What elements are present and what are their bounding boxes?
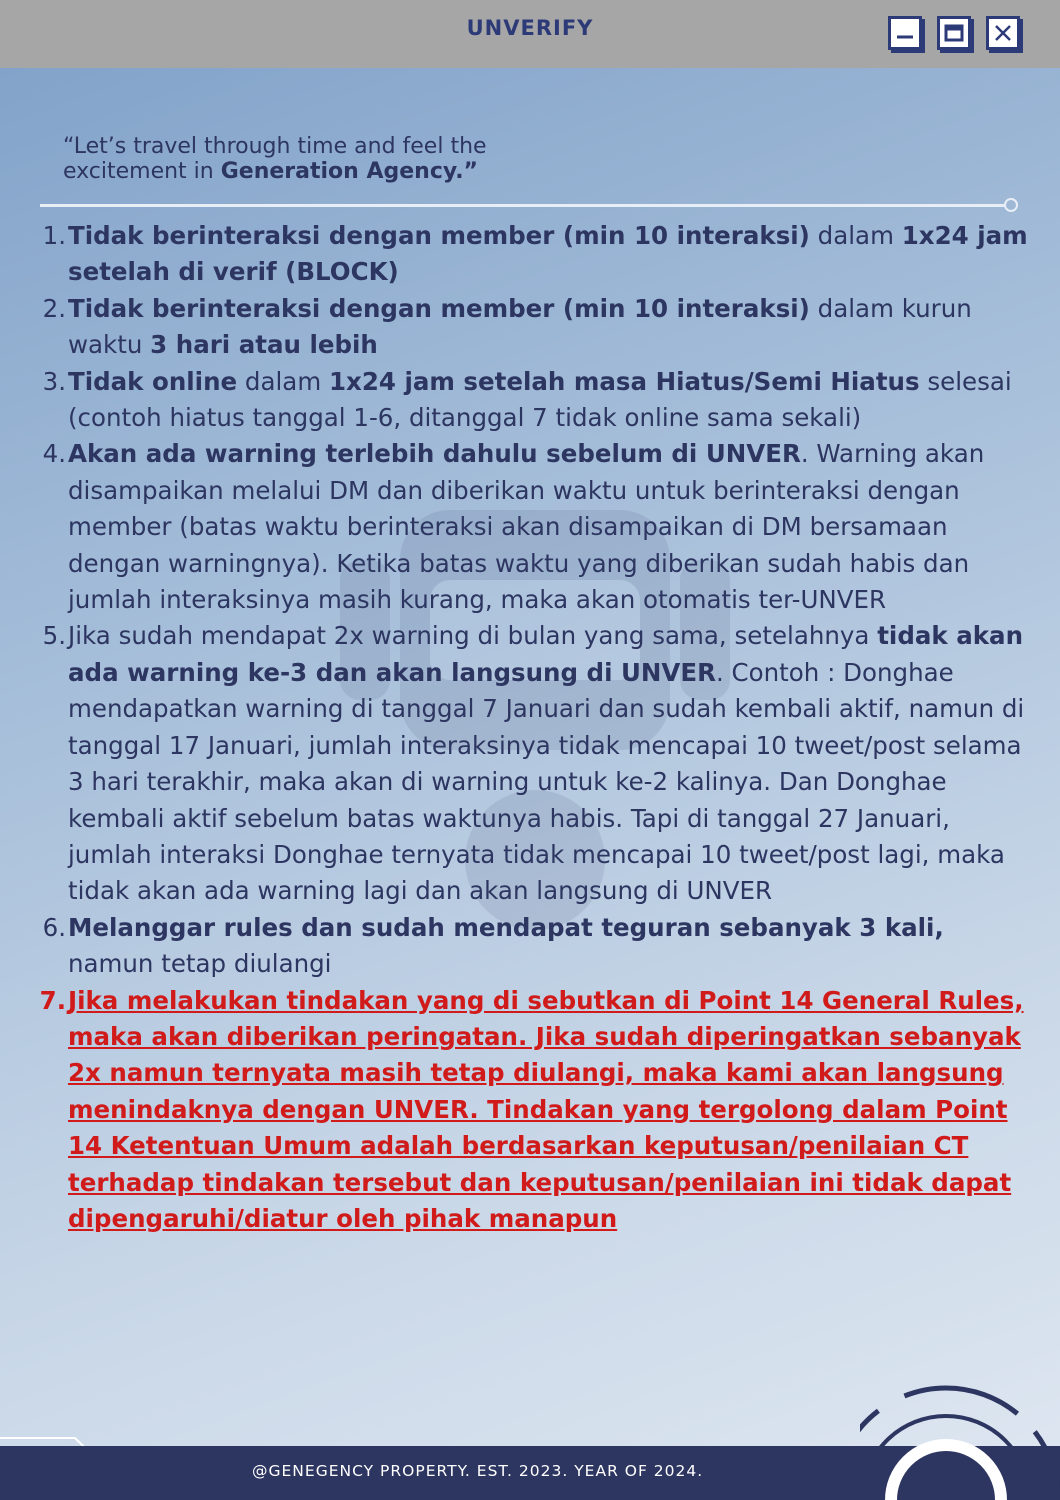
quote-line-2	[63, 159, 487, 184]
maximize-button[interactable]	[937, 16, 971, 50]
rule-item-4	[0, 436, 1060, 618]
rule-item-1	[0, 218, 1060, 291]
ring-decoration	[860, 1375, 1060, 1500]
rule-text: . Warning akan disampaikan melalui DM dan diberikan waktu untuk berinteraksi dengan member (batas waktu berinteraksi akan disampaikan di DM bersamaan dengan warningnya). Ketika batas waktu yang diberikan sudah habis dan jumlah interaksinya masih kurang, maka akan otomatis ter-UNVER	[68, 439, 985, 615]
rule-bold: 1x24 jam setelah masa Hiatus/Semi Hiatus	[328, 366, 920, 396]
divider-line	[40, 204, 1006, 207]
rule-item-7	[0, 983, 1060, 1238]
rule-text: selesai (contoh hiatus tanggal 1-6, ditanggal 7 tidak online sama sekali)	[68, 366, 1012, 433]
rule-bold: Akan ada warning terlebih dahulu sebelum di UNVER	[68, 439, 801, 469]
rule-number: 7.	[39, 985, 66, 1015]
rule-text: dalam	[809, 221, 902, 250]
rule-bold: 1x24 jam setelah di verif (BLOCK)	[68, 221, 1028, 287]
close-icon	[989, 19, 1017, 47]
rule-item-2	[0, 291, 1060, 364]
rule-number: 2.	[42, 293, 66, 323]
rule-text-warning: Jika melakukan tindakan yang di sebutkan di Point 14 General Rules, maka akan diberikan peringatan. Jika sudah diperingatkan sebanyak 2x namun ternyata masih tetap diulangi, maka kami akan langsung menindaknya dengan UNVER. Tindakan yang tergolong dalam Point 14 Ketentuan Umum adalah berdasarkan keputusan/penilaian CT terhadap tindakan tersebut dan keputusan/penilaian ini tidak dapat dipengaruhi/diatur oleh pihak manapun	[68, 985, 1024, 1233]
rules-list	[0, 218, 1060, 1237]
rule-text: Jika sudah mendapat 2x warning di bulan yang sama, setelahnya	[68, 621, 878, 651]
divider-dot-icon	[1004, 198, 1018, 212]
ring-inner	[891, 1445, 1001, 1500]
minimize-button[interactable]	[888, 16, 922, 50]
rule-item-6	[0, 910, 1060, 983]
quote-line-1: “Let’s travel through time and feel the	[63, 134, 487, 159]
rule-text: dalam kurun waktu	[68, 293, 972, 360]
rule-number: 6.	[42, 912, 66, 942]
rule-text: . Contoh : Donghae mendapatkan warning di tanggal 7 Januari dan sudah kembali aktif, namun di tanggal 17 Januari, jumlah interaksinya tidak mencapai 10 tweet/post selama 3 hari terakhir, maka akan di warning untuk ke-2 kalinya. Dan Donghae kembali aktif sebelum batas waktunya habis. Tapi di tanggal 27 Januari, jumlah interaksi Donghae ternyata tidak mencapai 10 tweet/post lagi, maka tidak akan ada warning lagi dan akan langsung di UNVER	[68, 657, 1025, 906]
minimize-icon	[891, 19, 919, 47]
rule-bold: Tidak berinteraksi dengan member (min 10 interaksi)	[68, 221, 810, 250]
rule-text: dalam	[237, 366, 329, 396]
rule-bold: Tidak berinteraksi dengan member (min 10 interaksi)	[68, 293, 810, 323]
rule-item-3	[0, 364, 1060, 437]
maximize-icon	[940, 19, 968, 47]
rule-number: 1.	[42, 221, 66, 250]
tagline-quote	[63, 134, 487, 184]
footer-copyright: @GENEGENCY PROPERTY. EST. 2023. YEAR OF 2024.	[252, 1462, 704, 1480]
rule-number: 5.	[42, 621, 66, 651]
rule-text: namun tetap diulangi	[68, 949, 332, 979]
close-button[interactable]	[986, 16, 1020, 50]
window-title: UNVERIFY	[466, 16, 594, 40]
rule-number: 4.	[42, 439, 66, 469]
rule-bold: 3 hari atau lebih	[150, 330, 378, 360]
rule-bold: Melanggar rules dan sudah mendapat teguran sebanyak 3 kali,	[68, 912, 944, 942]
rule-bold: Tidak online	[68, 366, 238, 396]
rule-item-5	[0, 618, 1060, 909]
quote-line-2-prefix: excitement in	[63, 159, 221, 184]
rule-number: 3.	[42, 366, 66, 396]
quote-brand: Generation Agency.”	[220, 159, 479, 184]
rule-bold: tidak akan ada warning ke-3 dan akan langsung di UNVER	[68, 621, 1024, 687]
